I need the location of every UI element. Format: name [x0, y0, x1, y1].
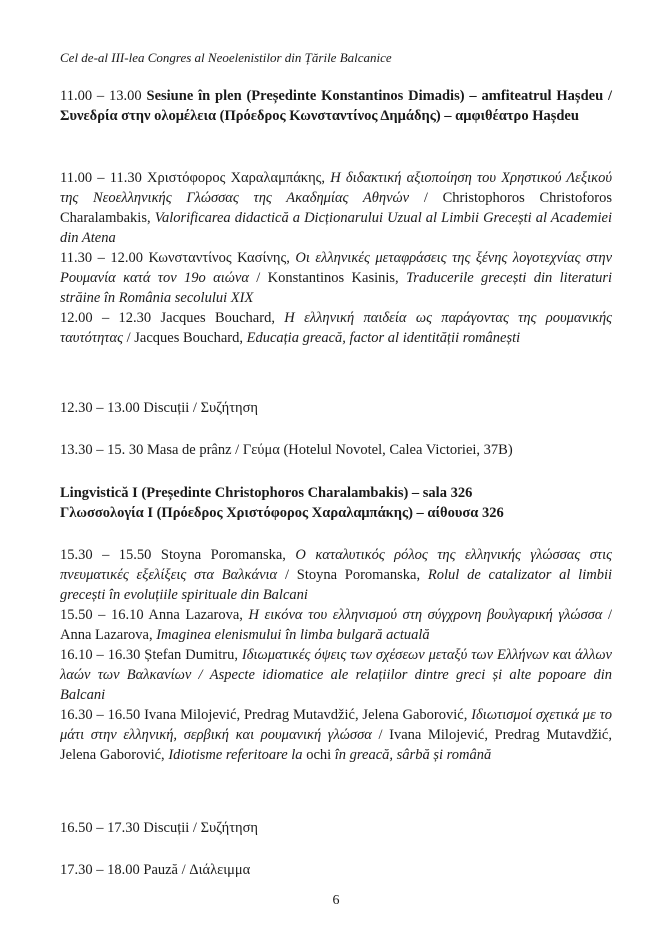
entry-time: 11.30 – 12.00 [60, 250, 143, 266]
entry-author-greek: Stoyna Poromanska, [160, 547, 286, 563]
entry-title-greek: Ο καταλυτικός ρόλος της ελληνικής γλώσσας στις πνευματικές εξελίξεις στα Βαλκάνια [60, 547, 613, 583]
entry-title-romanian: Valorificarea didactică a Dicționarului Uzual al Limbii Grecești al Academiei din Atena [60, 210, 612, 246]
plenary-session-title: 11.00 – 13.00 Sesiune în plen (Președinte Konstantinos Dimadis) – amfiteatrul Hașdeu / Συνεδρία στην ολομέλεια (Πρόεδρος Κωνσταντίνος Δημάδης) – αμφιθέατρο Hașdeu [60, 88, 613, 124]
entry-time: 11.00 – 11.30 [60, 170, 142, 186]
entry-author-romanian: / Konstantinos Kasinis, [256, 270, 399, 286]
program-entry [60, 645, 612, 705]
session-title-romanian: Lingvistică I (Președinte Christophoros Charalambakis) – sala 326 [60, 485, 473, 501]
entry-title-romanian: Rolul de catalizator al limbii grecești în evoluțiile spirituale din Balcani [60, 567, 613, 603]
entry-author-romanian: / Stoyna Poromanska, [284, 567, 421, 583]
entry-title-greek: Η εικόνα του ελληνισμού στη σύγχρονη βουλγαρική γλώσσα [248, 607, 603, 623]
page-number: 6 [332, 893, 340, 908]
entry-author: Ștefan Dumitru, [144, 647, 238, 663]
lunch-line: 13.30 – 15. 30 Masa de prânz / Γεύμα (Hotelul Novotel, Calea Victoriei, 37B) [60, 442, 513, 458]
entry-title-romanian: Idiotisme referitoare la [168, 747, 303, 763]
entry-time: 12.00 – 12.30 [60, 310, 152, 326]
entry-title-greek: Οι ελληνικές μεταφράσεις της ξένης λογοτεχνίας στην Ρουμανία κατά τον 19ο αιώνα [60, 250, 612, 286]
discussion-line: 16.50 – 17.30 Discuții / Συζήτηση [60, 820, 259, 836]
entry-title-romanian: Traducerile grecești din literaturi străine în România secolului XIX [60, 270, 613, 306]
entry-title-romanian-end: în greacă, sârbă și română [334, 747, 492, 763]
entry-time: 16.10 – 16.30 [60, 647, 141, 663]
program-entry [60, 705, 612, 765]
entry-author-greek: Κωνσταντίνος Κασίνης, [148, 250, 290, 266]
linguistics-session-title [60, 483, 612, 523]
program-entry [60, 605, 612, 645]
running-header: Cel de-al III-lea Congres al Neoelenistilor din Țările Balcanice [60, 50, 392, 65]
linguistics-program [60, 545, 612, 765]
entry-author-greek: Ivana Milojević, Predrag Mutavdžić, Jelena Gaborović, [144, 707, 468, 723]
program-entry [60, 168, 612, 248]
entry-title-word: ochi [306, 747, 332, 763]
entry-author-romanian: / Anna Lazarova, [60, 607, 613, 643]
plenary-program [60, 168, 612, 348]
entry-time: 16.30 – 16.50 [60, 707, 141, 723]
discussion-line: 12.30 – 13.00 Discuții / Συζήτηση [60, 400, 259, 416]
entry-title-romanian: Imaginea elenismului în limba bulgară actuală [156, 627, 430, 643]
session-title-greek: Γλωσσολογία Ι (Πρόεδρος Χριστόφορος Χαραλαμπάκης) – αίθουσα 326 [60, 505, 504, 521]
entry-author-romanian: / Ivana Milojević, Predrag Mutavdžić, Jelena Gaborović, [60, 727, 612, 763]
entry-title-romanian: Educația greacă, factor al identității românești [246, 330, 521, 346]
pause-line: 17.30 – 18.00 Pauză / Διάλειμμα [60, 862, 251, 878]
entry-title-greek: Η ελληνική παιδεία ως παράγοντας της ρουμανικής ταυτότητας [60, 310, 613, 346]
entry-time: 15.30 – 15.50 [60, 547, 152, 563]
program-entry [60, 248, 612, 308]
plenary-time: 11.00 – 13.00 [60, 88, 147, 104]
program-entry [60, 308, 612, 348]
entry-author-romanian: / Christophoros Christoforos Charalambakis, [60, 190, 613, 226]
entry-author-greek: Jacques Bouchard, [160, 310, 275, 326]
entry-author-romanian: / Jacques Bouchard, [126, 330, 243, 346]
program-entry [60, 545, 612, 605]
entry-time: 15.50 – 16.10 [60, 607, 144, 623]
entry-title-bilingual: Ιδιωματικές όψεις των σχέσεων μεταξύ των Ελλήνων και άλλων λαών των Βαλκανίων / Aspecte idiomatice ale relațiilor dintre greci și alte popoare din Balcani [60, 647, 612, 703]
entry-title-greek: Η διδακτική αξιοποίηση του Χρηστικού Λεξικού της Νεοελληνικής Γλώσσας της Ακαδημίας Αθηνών [60, 170, 613, 206]
entry-author-greek: Χριστόφορος Χαραλαμπάκης, [147, 170, 326, 186]
entry-title-greek: Ιδιωτισμοί σχετικά με το μάτι στην ελληνική, σερβική και ρουμανική γλώσσα [60, 707, 613, 743]
entry-author-greek: Anna Lazarova, [148, 607, 243, 623]
